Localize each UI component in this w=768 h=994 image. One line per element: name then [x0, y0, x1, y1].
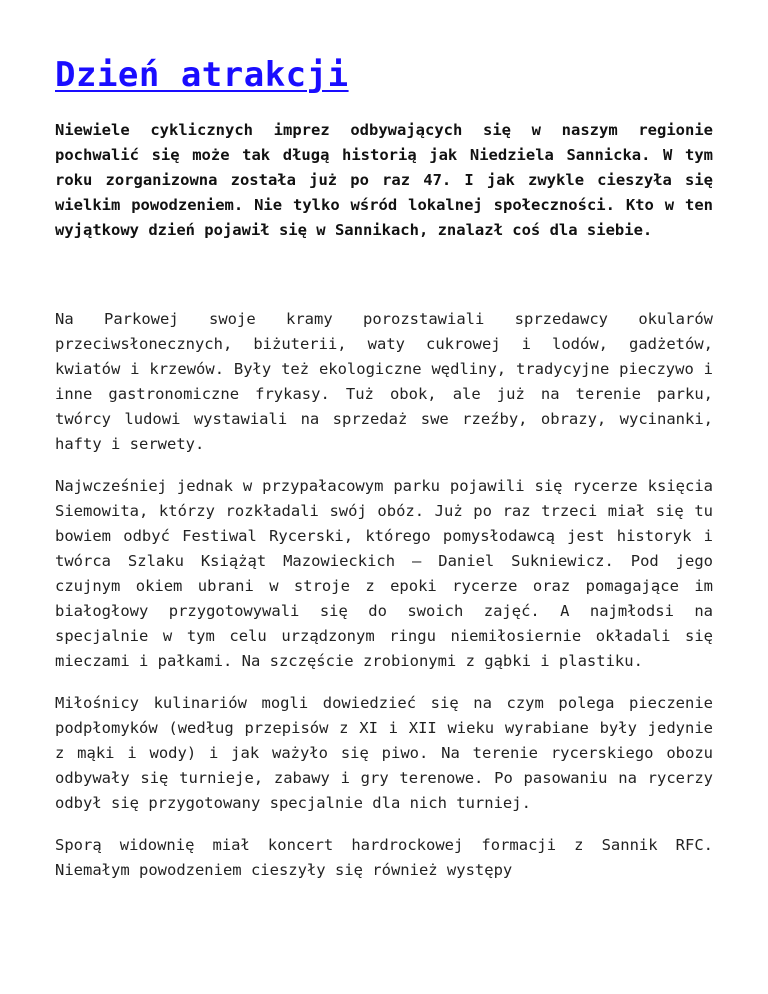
article-title: [55, 52, 713, 98]
article: [55, 52, 713, 900]
article-paragraph: Miłośnicy kulinariów mogli dowiedzieć się na czym polega pieczenie podpłomyków (według przepisów z XI i XII wieku wyrabiane były jedynie z mąki i wody) i jak ważyło się piwo. Na terenie rycerskiego obozu odbywały się turnieje, zabawy i gry terenowe. Po pasowaniu na rycerzy odbył się przygotowany specjalnie dla nich turniej.: [55, 694, 713, 812]
article-paragraph: Na Parkowej swoje kramy porozstawiali sprzedawcy okularów przeciwsłonecznych, biżuterii, waty cukrowej i lodów, gadżetów, kwiatów i krzewów. Były też ekologiczne wędliny, tradycyjne pieczywo i inne gastronomiczne frykasy. Tuż obok, ale już na terenie parku, twórcy ludowi wystawiali na sprzedaż swe rzeźby, obrazy, wycinanki, hafty i serwety.: [55, 310, 713, 453]
article-paragraph: Sporą widownię miał koncert hardrockowej formacji z Sannik RFC. Niemałym powodzeniem cieszyły się również występy: [55, 836, 713, 879]
article-title-link[interactable]: Dzień atrakcji: [55, 55, 349, 95]
article-paragraph: Najwcześniej jednak w przypałacowym parku pojawili się rycerze księcia Siemowita, którzy rozkładali swój obóz. Już po raz trzeci miał się tu bowiem odbyć Festiwal Rycerski, którego pomysłodawcą jest historyk i twórca Szlaku Książąt Mazowieckich – Daniel Sukniewicz. Pod jego czujnym okiem ubrani w stroje z epoki rycerze oraz pomagające im białogłowy przygotowywali się do swoich zajęć. A najmłodsi na specjalnie w tym celu urządzonym ringu niemiłosiernie okładali się mieczami i pałkami. Na szczęście zrobionymi z gąbki i plastiku.: [55, 477, 713, 670]
article-lead: Niewiele cyklicznych imprez odbywających się w naszym regionie pochwalić się może tak długą historią jak Niedziela Sannicka. W tym roku zorganizowna została już po raz 47. I jak zwykle cieszyła się wielkim powodzeniem. Nie tylko wśród lokalnej społeczności. Kto w ten wyjątkowy dzień pojawił się w Sannikach, znalazł coś dla siebie.: [55, 121, 713, 239]
article-body: [55, 307, 713, 883]
